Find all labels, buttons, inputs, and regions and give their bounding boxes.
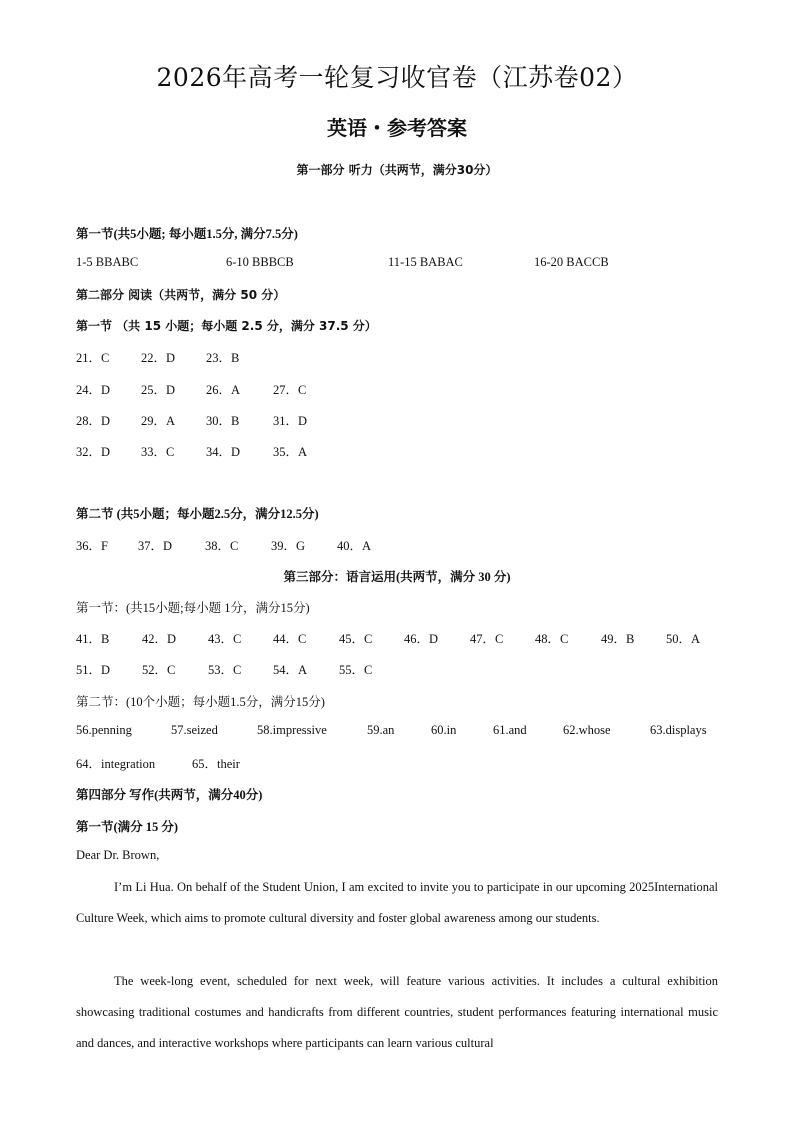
language-part-heading: 第三部分：语言运用(共两节，满分 30 分) — [283, 570, 511, 584]
answer-item: 45．C — [339, 632, 373, 646]
answer-item: 53．C — [208, 663, 242, 677]
answer-item: 24．D — [76, 383, 111, 397]
answer-item: 65．their — [192, 757, 240, 771]
answer-item: 43．C — [208, 632, 242, 646]
answer-item: 54．A — [273, 663, 308, 677]
answer-item: 29．A — [141, 414, 176, 428]
answer-item: 23．B — [206, 351, 240, 365]
answer-item: 60.in — [431, 723, 457, 737]
part1-heading: 第一部分 听力（共两节，满分30分） — [296, 163, 498, 177]
answer-item: 41．B — [76, 632, 110, 646]
reading-row — [76, 411, 307, 429]
answer-item: 35．A — [273, 445, 308, 459]
letter-paragraph: I’m Li Hua. On behalf of the Student Union, I am excited to invite you to participate in our upcoming 2025International Culture Week, which aims to promote cultural diversity and foster global awareness among our students. — [76, 880, 718, 926]
page-subtitle: 英语・参考答案 — [327, 116, 467, 140]
answer-item: 31．D — [273, 414, 308, 428]
answer-item: 34．D — [206, 445, 241, 459]
answer-group: 6-10 BBBCB — [226, 255, 294, 269]
language-section2-heading: 第二节：(10个小题；每小题1.5分，满分15分) — [76, 695, 325, 709]
listening-section-heading: 第一节(共5小题; 每小题1.5分, 满分7.5分) — [76, 227, 298, 241]
answer-item: 56.penning — [76, 723, 132, 737]
answer-item: 64．integration — [76, 757, 156, 771]
answer-item: 58.impressive — [257, 723, 327, 737]
answer-group: 11-15 BABAC — [388, 255, 463, 269]
reading-section1-heading: 第一节 （共 15 小题；每小题 2.5 分，满分 37.5 分） — [76, 319, 377, 333]
reading-section2-answers — [76, 536, 371, 554]
answer-item: 26．A — [206, 383, 241, 397]
answer-item: 37．D — [138, 539, 173, 553]
answer-item: 28．D — [76, 414, 111, 428]
answer-item: 39．G — [271, 539, 306, 553]
answer-group: 16-20 BACCB — [534, 255, 609, 269]
answer-item: 57.seized — [171, 723, 218, 737]
answer-item: 21．C — [76, 351, 110, 365]
answer-item: 51．D — [76, 663, 111, 677]
answer-item: 47．C — [470, 632, 504, 646]
answer-item: 40．A — [337, 539, 372, 553]
answer-item: 46．D — [404, 632, 439, 646]
answer-group: 1-5 BBABC — [76, 255, 139, 269]
language-row — [76, 629, 700, 647]
answer-item: 42．D — [142, 632, 177, 646]
answer-item: 59.an — [367, 723, 395, 737]
answer-item: 33．C — [141, 445, 175, 459]
language-row — [76, 754, 240, 772]
language-row — [76, 660, 372, 678]
answer-item: 50．A — [666, 632, 701, 646]
reading-row — [76, 442, 307, 460]
answer-item: 62.whose — [563, 723, 611, 737]
answer-item: 32．D — [76, 445, 111, 459]
answer-item: 36．F — [76, 539, 108, 553]
answer-item: 55．C — [339, 663, 373, 677]
language-row — [76, 723, 707, 738]
answer-item: 52．C — [142, 663, 176, 677]
page-title: 2026年高考一轮复习收官卷（江苏卷02） — [156, 63, 638, 92]
letter-paragraph: The week-long event, scheduled for next week, will feature various activities. It includes a cultural exhibition showcasing traditional costumes and handicrafts from different countries, student performances featuring international music and dances, and interactive workshops where participants can learn various cultural — [76, 974, 718, 1051]
answer-item: 48．C — [535, 632, 569, 646]
answer-item: 44．C — [273, 632, 307, 646]
reading-row — [76, 348, 239, 366]
answer-item: 30．B — [206, 414, 240, 428]
letter-salutation: Dear Dr. Brown, — [76, 848, 160, 862]
answer-item: 22．D — [141, 351, 176, 365]
reading-row — [76, 380, 306, 398]
answer-item: 27．C — [273, 383, 307, 397]
answer-item: 61.and — [493, 723, 527, 737]
answer-item: 25．D — [141, 383, 176, 397]
listening-answers — [76, 255, 609, 270]
reading-section2-heading: 第二节 (共5小题；每小题2.5分，满分12.5分) — [76, 507, 319, 521]
reading-part-heading: 第二部分 阅读（共两节，满分 50 分） — [76, 288, 286, 302]
answer-item: 63.displays — [650, 723, 707, 737]
writing-part-heading: 第四部分 写作(共两节，满分40分) — [76, 788, 263, 802]
answer-item: 38．C — [205, 539, 239, 553]
answer-item: 49．B — [601, 632, 635, 646]
language-section1-heading: 第一节：(共15小题;每小题 1分，满分15分) — [76, 601, 310, 615]
writing-section1-heading: 第一节(满分 15 分) — [76, 820, 179, 834]
